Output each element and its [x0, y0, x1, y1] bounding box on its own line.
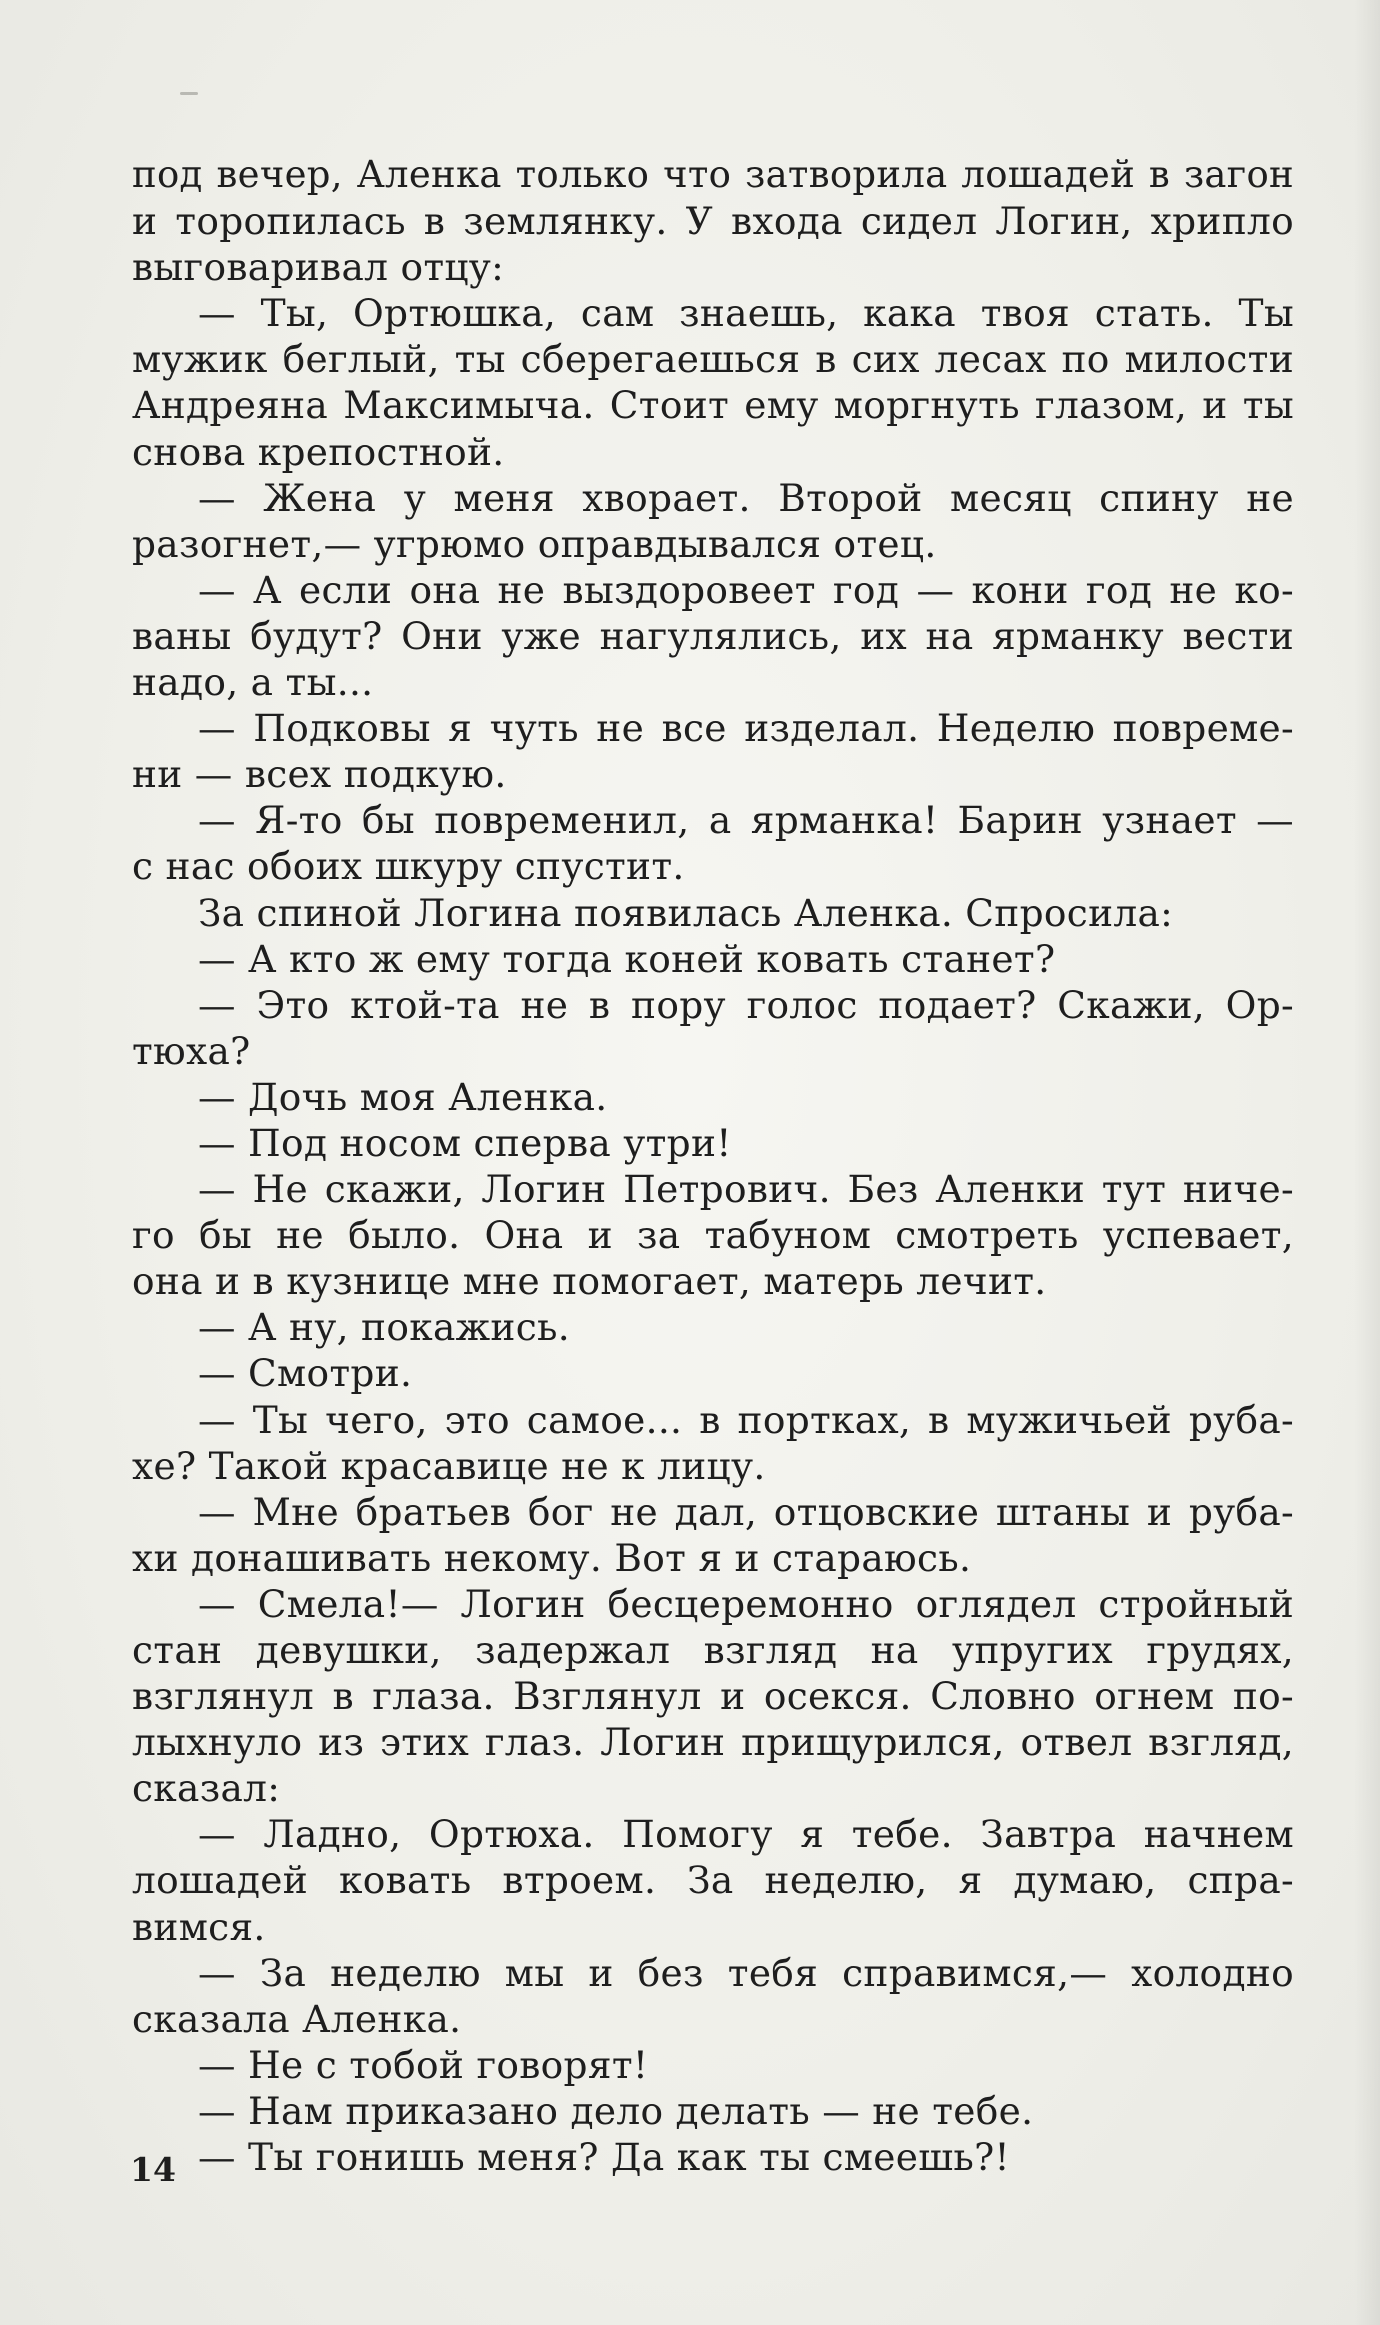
text-line: За спиной Логина появилась Аленка. Спросила:	[198, 890, 1174, 935]
text-line: — Дочь моя Аленка.	[198, 1074, 608, 1119]
text-line: — Смотри.	[198, 1351, 413, 1396]
text-line: — Ты гонишь меня? Да как ты смеешь?!	[198, 2135, 1010, 2180]
print-speck	[180, 92, 198, 95]
text-line: — Нам приказано дело делать — не тебе.	[198, 2088, 1034, 2133]
text-line: — За неделю мы и без тебя справимся,— холодно	[198, 1950, 1294, 1995]
text-line: вимся.	[132, 1904, 266, 1949]
text-line: — Жена у меня хворает. Второй месяц спину не	[198, 475, 1294, 520]
page-edge-shadow	[1354, 0, 1380, 2325]
text-line: Андреяна Максимыча. Стоит ему моргнуть глазом, и ты	[132, 383, 1294, 428]
page-number: 14	[130, 2150, 176, 2189]
text-line: — А кто ж ему тогда коней ковать станет?	[198, 936, 1056, 981]
text-line: взглянул в глаза. Взглянул и осекся. Словно огнем по-	[132, 1674, 1294, 1719]
text-line: под вечер, Аленка только что затворила лошадей в загон	[132, 153, 1294, 196]
text-line: с нас обоих шкуру спустит.	[132, 844, 685, 889]
text-line: — Ладно, Ортюха. Помогу я тебе. Завтра начнем	[198, 1812, 1294, 1857]
text-line: — Я-то бы повременил, а ярманка! Барин узнает —	[198, 798, 1294, 843]
text-line: го бы не было. Она и за табуном смотреть успевает,	[132, 1213, 1294, 1258]
text-line: ваны будут? Они уже нагулялись, их на ярманку вести	[132, 613, 1294, 658]
text-line: — Ты, Ортюшка, сам знаешь, кака твоя стать. Ты	[198, 291, 1294, 336]
text-line: она и в кузнице мне помогает, матерь лечит.	[132, 1259, 1047, 1304]
text-line: — Под носом сперва утри!	[198, 1120, 732, 1165]
text-line: сказала Аленка.	[132, 1996, 462, 2041]
text-line: снова крепостной.	[132, 429, 505, 474]
text-line: и торопилась в землянку. У входа сидел Логин, хрипло	[132, 199, 1294, 244]
text-line: стан девушки, задержал взгляд на упругих грудях,	[132, 1628, 1294, 1672]
text-line: сказал:	[132, 1766, 281, 1811]
text-line: — Смела!— Логин бесцеремонно оглядел стройный	[198, 1581, 1294, 1626]
text-line: — Мне братьев бог не дал, отцовские штаны и руба-	[198, 1489, 1294, 1534]
text-line: — Это ктой-та не в пору голос подает? Скажи, Ор-	[198, 982, 1294, 1027]
text-line: — Ты чего, это самое... в портках, в мужичьей руба-	[198, 1397, 1294, 1442]
text-line: хи донашивать некому. Вот я и стараюсь.	[132, 1535, 972, 1580]
text-line: — А если она не выздоровеет год — кони год не ко-	[198, 567, 1294, 612]
text-line: надо, а ты...	[132, 660, 374, 705]
text-line: тюха?	[132, 1028, 251, 1073]
text-line: — А ну, покажись.	[198, 1305, 570, 1350]
text-line: — Не с тобой говорят!	[198, 2042, 649, 2087]
text-line: мужик беглый, ты сберегаешься в сих лесах по милости	[132, 337, 1294, 382]
text-line: разогнет,— угрюмо оправдывался отец.	[132, 521, 937, 566]
text-line: ни — всех подкую.	[132, 752, 507, 797]
page-body-text	[132, 152, 1294, 2180]
text-line: лошадей ковать втроем. За неделю, я думаю, спра-	[132, 1858, 1294, 1903]
text-line: лыхнуло из этих глаз. Логин прищурился, отвел взгляд,	[132, 1720, 1294, 1765]
text-line: выговаривал отцу:	[132, 245, 505, 290]
text-line: хе? Такой красавице не к лицу.	[132, 1443, 766, 1488]
text-line: — Подковы я чуть не все изделал. Неделю повреме-	[198, 706, 1294, 751]
text-line: — Не скажи, Логин Петрович. Без Аленки тут ниче-	[198, 1167, 1294, 1212]
